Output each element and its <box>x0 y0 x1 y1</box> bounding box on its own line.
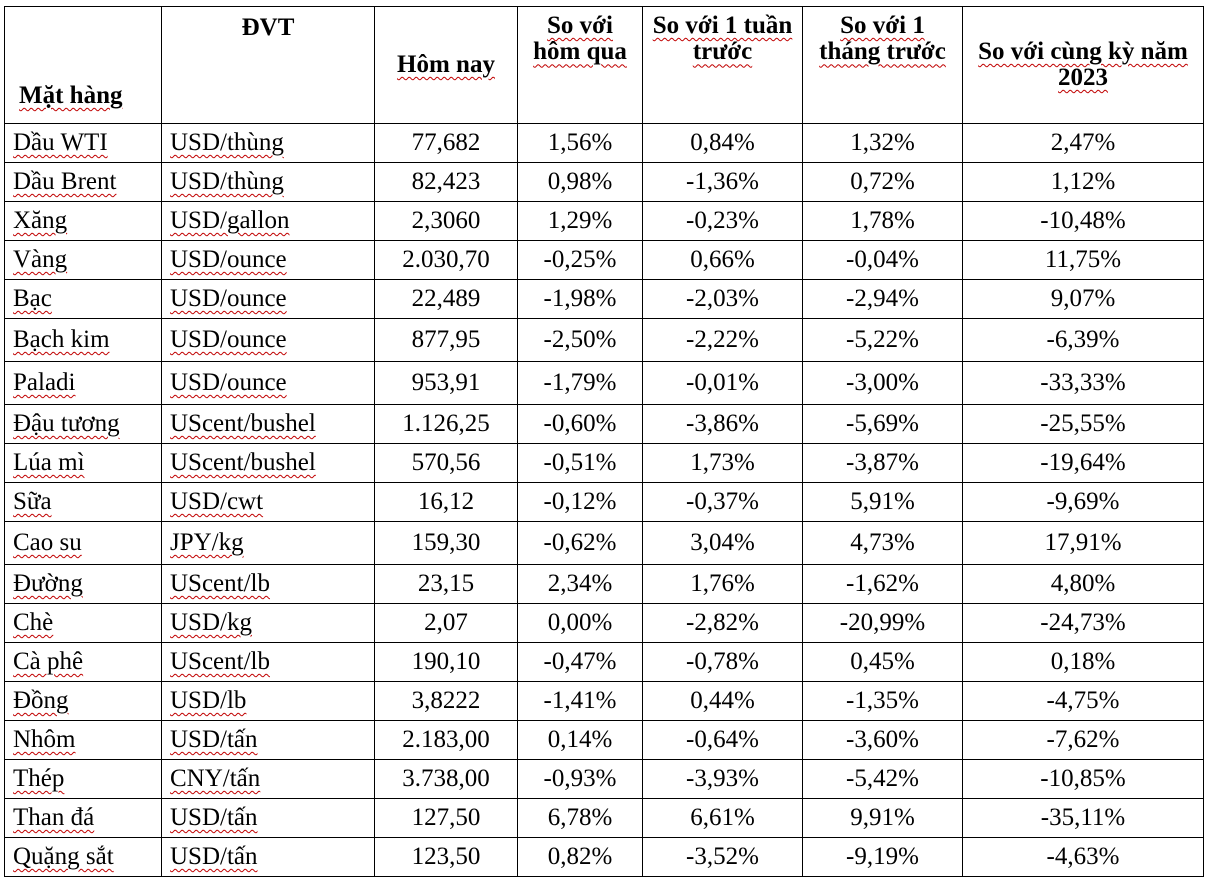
cell-today-text: 2.183,00 <box>402 725 490 753</box>
cell-vs-year <box>963 483 1204 522</box>
table-row <box>5 483 1204 522</box>
cell-unit-text: USD/ounce <box>170 245 287 273</box>
cell-unit-text: USD/thùng <box>170 167 284 195</box>
cell-vs-month-text: 9,91% <box>850 803 915 831</box>
cell-vs-month <box>803 405 963 444</box>
table-row <box>5 444 1204 483</box>
cell-vs-yesterday-text: 0,14% <box>547 725 613 753</box>
cell-today-text: 159,30 <box>411 528 481 556</box>
cell-vs-week <box>643 565 803 604</box>
cell-item-text: Vàng <box>13 245 68 273</box>
cell-item-text: Dầu Brent <box>13 167 117 195</box>
cell-vs-month-text: 4,73% <box>850 528 915 556</box>
cell-vs-yesterday-text: 0,00% <box>547 608 613 636</box>
cell-vs-yesterday <box>518 760 643 799</box>
cell-vs-year-text: 9,07% <box>1050 284 1116 312</box>
cell-vs-yesterday <box>518 604 643 643</box>
cell-vs-week <box>643 522 803 565</box>
header-unit: ĐVT <box>162 7 375 124</box>
cell-vs-yesterday <box>518 405 643 444</box>
cell-vs-week-text: -2,22% <box>686 325 759 353</box>
cell-vs-week <box>643 241 803 280</box>
cell-vs-week <box>643 319 803 362</box>
cell-unit <box>162 483 375 522</box>
cell-today-text: 23,15 <box>417 569 475 597</box>
cell-today-text: 2.030,70 <box>402 245 490 273</box>
cell-vs-week <box>643 760 803 799</box>
cell-vs-year-text: 4,80% <box>1050 569 1116 597</box>
cell-today <box>375 799 518 838</box>
cell-vs-week <box>643 405 803 444</box>
cell-item-text: Chè <box>13 608 54 636</box>
cell-item-text: Than đá <box>13 803 95 831</box>
cell-item-text: Đồng <box>13 686 69 714</box>
cell-today <box>375 241 518 280</box>
cell-vs-year <box>963 760 1204 799</box>
cell-vs-week <box>643 280 803 319</box>
cell-item-text: Quặng sắt <box>13 842 114 870</box>
cell-vs-month-text: -1,35% <box>846 686 919 714</box>
cell-vs-month-text: -0,04% <box>846 245 919 273</box>
cell-item <box>5 721 162 760</box>
cell-vs-week <box>643 163 803 202</box>
cell-today-text: 82,423 <box>411 167 481 195</box>
cell-unit <box>162 682 375 721</box>
cell-item <box>5 124 162 163</box>
cell-vs-year <box>963 241 1204 280</box>
header-today: Hôm nay <box>375 7 518 124</box>
cell-vs-month-text: -1,62% <box>846 569 919 597</box>
cell-vs-month <box>803 565 963 604</box>
cell-vs-yesterday-text: 1,29% <box>547 206 613 234</box>
cell-unit <box>162 405 375 444</box>
cell-vs-week-text: 3,04% <box>690 528 755 556</box>
cell-vs-year-text: -33,33% <box>1040 368 1126 396</box>
cell-vs-month <box>803 280 963 319</box>
cell-vs-month <box>803 682 963 721</box>
cell-item <box>5 280 162 319</box>
cell-unit <box>162 444 375 483</box>
cell-vs-year <box>963 838 1204 877</box>
table-row <box>5 319 1204 362</box>
cell-today <box>375 483 518 522</box>
cell-today <box>375 643 518 682</box>
table-row <box>5 362 1204 405</box>
cell-vs-month-text: -3,87% <box>846 448 919 476</box>
cell-vs-month-text: -5,22% <box>846 325 919 353</box>
cell-today-text: 123,50 <box>411 842 481 870</box>
table-row <box>5 838 1204 877</box>
cell-today-text: 190,10 <box>411 647 481 675</box>
cell-vs-year-text: -10,48% <box>1040 206 1126 234</box>
cell-vs-week-text: 0,84% <box>690 128 755 156</box>
cell-vs-yesterday <box>518 362 643 405</box>
cell-vs-year-text: -35,11% <box>1040 803 1126 831</box>
cell-today-text: 3,8222 <box>411 686 481 714</box>
cell-item-text: Nhôm <box>13 725 76 753</box>
table-row <box>5 760 1204 799</box>
cell-vs-month <box>803 604 963 643</box>
cell-vs-week-text: 6,61% <box>690 803 755 831</box>
cell-unit <box>162 604 375 643</box>
cell-vs-yesterday <box>518 682 643 721</box>
cell-unit-text: USD/cwt <box>170 487 264 515</box>
cell-today <box>375 522 518 565</box>
cell-vs-month-text: 1,32% <box>850 128 915 156</box>
cell-vs-year <box>963 565 1204 604</box>
cell-unit-text: USD/gallon <box>170 206 290 234</box>
cell-item <box>5 682 162 721</box>
cell-item <box>5 643 162 682</box>
header-item: Mặt hàng <box>5 7 162 124</box>
table-row <box>5 124 1204 163</box>
cell-vs-year <box>963 280 1204 319</box>
cell-vs-week <box>643 604 803 643</box>
cell-vs-year-text: 11,75% <box>1044 245 1122 273</box>
cell-vs-year <box>963 522 1204 565</box>
cell-vs-year <box>963 643 1204 682</box>
cell-today-text: 2,3060 <box>411 206 481 234</box>
cell-vs-yesterday <box>518 241 643 280</box>
cell-vs-yesterday <box>518 280 643 319</box>
cell-unit-text: UScent/bushel <box>170 448 316 476</box>
cell-unit-text: USD/tấn <box>170 803 258 831</box>
cell-unit-text: UScent/lb <box>170 647 270 675</box>
cell-vs-week-text: -2,03% <box>686 284 759 312</box>
cell-vs-year-text: 0,18% <box>1050 647 1116 675</box>
cell-vs-year-text: 2,47% <box>1050 128 1116 156</box>
cell-unit-text: CNY/tấn <box>170 764 261 792</box>
cell-item <box>5 799 162 838</box>
cell-vs-month-text: 0,45% <box>850 647 915 675</box>
cell-vs-month <box>803 163 963 202</box>
cell-unit <box>162 124 375 163</box>
header-vs-yesterday: So với hôm qua <box>518 7 643 124</box>
cell-today-text: 77,682 <box>411 128 481 156</box>
cell-today <box>375 760 518 799</box>
cell-vs-yesterday-text: -0,60% <box>543 409 617 437</box>
cell-vs-year-text: -4,63% <box>1046 842 1120 870</box>
cell-unit-text: USD/tấn <box>170 725 258 753</box>
cell-item-text: Cao su <box>13 528 82 556</box>
cell-today <box>375 444 518 483</box>
header-row <box>5 7 1204 124</box>
cell-unit-text: JPY/kg <box>170 528 244 556</box>
cell-vs-week <box>643 362 803 405</box>
cell-vs-year <box>963 799 1204 838</box>
cell-unit <box>162 163 375 202</box>
cell-unit-text: USD/ounce <box>170 325 287 353</box>
cell-item-text: Paladi <box>13 368 76 396</box>
cell-vs-year <box>963 604 1204 643</box>
table-row <box>5 522 1204 565</box>
cell-vs-year <box>963 444 1204 483</box>
cell-item-text: Lúa mì <box>13 448 85 476</box>
cell-item <box>5 604 162 643</box>
cell-unit <box>162 319 375 362</box>
cell-today <box>375 565 518 604</box>
cell-unit <box>162 362 375 405</box>
cell-vs-week <box>643 643 803 682</box>
cell-vs-week-text: -0,23% <box>686 206 759 234</box>
cell-item-text: Dầu WTI <box>13 128 108 156</box>
cell-vs-yesterday-text: -0,93% <box>543 764 617 792</box>
cell-item-text: Cà phê <box>13 647 84 675</box>
cell-vs-month-text: 1,78% <box>850 206 915 234</box>
cell-item <box>5 838 162 877</box>
cell-vs-month <box>803 362 963 405</box>
cell-vs-year-text: -19,64% <box>1040 448 1126 476</box>
cell-vs-year <box>963 405 1204 444</box>
cell-vs-week-text: 0,44% <box>690 686 755 714</box>
table-row <box>5 643 1204 682</box>
cell-unit-text: USD/lb <box>170 686 247 714</box>
cell-vs-month <box>803 760 963 799</box>
cell-vs-year <box>963 319 1204 362</box>
cell-vs-month <box>803 124 963 163</box>
cell-vs-week <box>643 483 803 522</box>
cell-today <box>375 682 518 721</box>
cell-unit-text: USD/tấn <box>170 842 258 870</box>
cell-today <box>375 280 518 319</box>
cell-vs-month <box>803 522 963 565</box>
table-row <box>5 799 1204 838</box>
table-row <box>5 405 1204 444</box>
cell-vs-yesterday <box>518 444 643 483</box>
cell-vs-month-text: -9,19% <box>846 842 919 870</box>
cell-unit-text: USD/ounce <box>170 368 287 396</box>
cell-vs-year-text: -6,39% <box>1046 325 1120 353</box>
cell-today <box>375 405 518 444</box>
cell-vs-month <box>803 241 963 280</box>
cell-item-text: Bạc <box>13 284 52 312</box>
cell-vs-yesterday-text: -0,47% <box>543 647 617 675</box>
cell-vs-yesterday-text: 6,78% <box>547 803 613 831</box>
cell-today-text: 953,91 <box>411 368 481 396</box>
cell-today <box>375 163 518 202</box>
cell-vs-year-text: -10,85% <box>1040 764 1126 792</box>
cell-vs-week-text: -0,37% <box>686 487 759 515</box>
cell-unit <box>162 241 375 280</box>
cell-today-text: 1.126,25 <box>402 409 490 437</box>
cell-unit <box>162 280 375 319</box>
cell-vs-yesterday <box>518 643 643 682</box>
cell-vs-month <box>803 202 963 241</box>
table-row <box>5 721 1204 760</box>
cell-vs-year-text: -24,73% <box>1040 608 1126 636</box>
cell-vs-year <box>963 682 1204 721</box>
cell-unit <box>162 838 375 877</box>
cell-today <box>375 124 518 163</box>
cell-today-text: 127,50 <box>411 803 481 831</box>
cell-vs-year <box>963 202 1204 241</box>
cell-unit-text: USD/ounce <box>170 284 287 312</box>
table-row <box>5 241 1204 280</box>
cell-vs-week <box>643 721 803 760</box>
cell-vs-yesterday <box>518 202 643 241</box>
cell-vs-yesterday <box>518 522 643 565</box>
cell-vs-yesterday-text: 1,56% <box>547 128 613 156</box>
cell-vs-month-text: 5,91% <box>850 487 915 515</box>
cell-item-text: Đường <box>13 569 83 597</box>
cell-vs-month-text: 0,72% <box>850 167 915 195</box>
cell-vs-yesterday-text: -1,79% <box>543 368 617 396</box>
table-row <box>5 280 1204 319</box>
cell-vs-year <box>963 362 1204 405</box>
cell-vs-week-text: -3,86% <box>686 409 759 437</box>
cell-unit-text: UScent/lb <box>170 569 270 597</box>
cell-item <box>5 362 162 405</box>
cell-vs-yesterday-text: 0,98% <box>547 167 613 195</box>
cell-vs-week <box>643 799 803 838</box>
cell-item <box>5 565 162 604</box>
commodity-price-table-container <box>4 6 1204 877</box>
cell-item <box>5 163 162 202</box>
cell-vs-yesterday <box>518 124 643 163</box>
cell-item-text: Xăng <box>13 206 68 234</box>
cell-today <box>375 362 518 405</box>
table-row <box>5 565 1204 604</box>
cell-vs-yesterday <box>518 319 643 362</box>
cell-vs-yesterday-text: 2,34% <box>547 569 613 597</box>
header-vs-year: So với cùng kỳ năm 2023 <box>963 7 1204 124</box>
cell-vs-yesterday-text: 0,82% <box>547 842 613 870</box>
cell-vs-yesterday <box>518 163 643 202</box>
cell-vs-year <box>963 163 1204 202</box>
cell-item <box>5 241 162 280</box>
table-row <box>5 163 1204 202</box>
cell-unit <box>162 643 375 682</box>
cell-vs-week-text: -3,93% <box>686 764 759 792</box>
cell-today <box>375 721 518 760</box>
cell-vs-yesterday-text: -0,12% <box>543 487 617 515</box>
cell-unit-text: USD/thùng <box>170 128 284 156</box>
cell-vs-yesterday-text: -0,62% <box>543 528 617 556</box>
cell-vs-yesterday-text: -2,50% <box>543 325 617 353</box>
cell-vs-yesterday <box>518 483 643 522</box>
cell-vs-yesterday <box>518 565 643 604</box>
cell-item-text: Sữa <box>13 487 52 515</box>
cell-today-text: 877,95 <box>411 325 481 353</box>
cell-item-text: Thép <box>13 764 65 792</box>
cell-vs-month <box>803 643 963 682</box>
cell-vs-week-text: -0,01% <box>686 368 759 396</box>
cell-vs-month-text: -2,94% <box>846 284 919 312</box>
cell-vs-year-text: 17,91% <box>1044 528 1122 556</box>
cell-today-text: 2,07 <box>424 608 468 636</box>
cell-vs-month-text: -20,99% <box>839 608 926 636</box>
cell-today <box>375 202 518 241</box>
cell-vs-yesterday-text: -1,41% <box>543 686 617 714</box>
table-row <box>5 202 1204 241</box>
cell-item <box>5 444 162 483</box>
cell-vs-year-text: -25,55% <box>1040 409 1126 437</box>
cell-item <box>5 202 162 241</box>
cell-vs-month <box>803 319 963 362</box>
cell-item-text: Bạch kim <box>13 325 110 353</box>
cell-vs-week <box>643 682 803 721</box>
cell-vs-month <box>803 799 963 838</box>
cell-vs-week-text: 1,76% <box>690 569 755 597</box>
cell-today-text: 3.738,00 <box>402 764 490 792</box>
table-body <box>5 124 1204 877</box>
cell-vs-year-text: 1,12% <box>1050 167 1116 195</box>
cell-vs-month <box>803 721 963 760</box>
cell-vs-week-text: 0,66% <box>690 245 755 273</box>
cell-vs-week <box>643 444 803 483</box>
cell-vs-year-text: -9,69% <box>1046 487 1120 515</box>
cell-vs-yesterday-text: -0,25% <box>543 245 617 273</box>
cell-unit <box>162 799 375 838</box>
cell-item <box>5 319 162 362</box>
cell-today <box>375 604 518 643</box>
cell-unit-text: USD/kg <box>170 608 252 636</box>
cell-vs-month-text: -3,60% <box>846 725 919 753</box>
cell-vs-year <box>963 721 1204 760</box>
cell-vs-week <box>643 838 803 877</box>
cell-vs-week-text: -0,64% <box>686 725 759 753</box>
cell-vs-week-text: -2,82% <box>686 608 759 636</box>
cell-today-text: 570,56 <box>411 448 481 476</box>
cell-vs-week-text: -3,52% <box>686 842 759 870</box>
cell-today-text: 22,489 <box>411 284 481 312</box>
cell-unit <box>162 202 375 241</box>
cell-vs-week <box>643 124 803 163</box>
cell-vs-year <box>963 124 1204 163</box>
cell-vs-month <box>803 838 963 877</box>
cell-vs-yesterday-text: -0,51% <box>543 448 617 476</box>
cell-vs-month <box>803 444 963 483</box>
cell-unit <box>162 760 375 799</box>
table-row <box>5 682 1204 721</box>
cell-vs-yesterday <box>518 838 643 877</box>
cell-vs-yesterday <box>518 721 643 760</box>
header-vs-month: So với 1 tháng trước <box>803 7 963 124</box>
cell-today-text: 16,12 <box>417 487 475 515</box>
cell-vs-yesterday <box>518 799 643 838</box>
cell-unit <box>162 522 375 565</box>
cell-vs-month-text: -5,69% <box>846 409 919 437</box>
cell-vs-week-text: -0,78% <box>686 647 759 675</box>
cell-today <box>375 319 518 362</box>
cell-vs-year-text: -4,75% <box>1046 686 1120 714</box>
cell-item-text: Đậu tương <box>13 409 120 437</box>
cell-vs-week <box>643 202 803 241</box>
commodity-price-table <box>4 6 1204 877</box>
cell-today <box>375 838 518 877</box>
cell-vs-yesterday-text: -1,98% <box>543 284 617 312</box>
header-vs-week: So với 1 tuần trước <box>643 7 803 124</box>
cell-vs-week-text: -1,36% <box>686 167 759 195</box>
cell-unit <box>162 721 375 760</box>
cell-vs-week-text: 1,73% <box>690 448 755 476</box>
cell-vs-month <box>803 483 963 522</box>
cell-vs-month-text: -5,42% <box>846 764 919 792</box>
cell-item <box>5 522 162 565</box>
cell-item <box>5 760 162 799</box>
cell-unit-text: UScent/bushel <box>170 409 316 437</box>
cell-unit <box>162 565 375 604</box>
cell-vs-year-text: -7,62% <box>1046 725 1120 753</box>
cell-item <box>5 483 162 522</box>
cell-vs-month-text: -3,00% <box>846 368 919 396</box>
cell-item <box>5 405 162 444</box>
table-row <box>5 604 1204 643</box>
